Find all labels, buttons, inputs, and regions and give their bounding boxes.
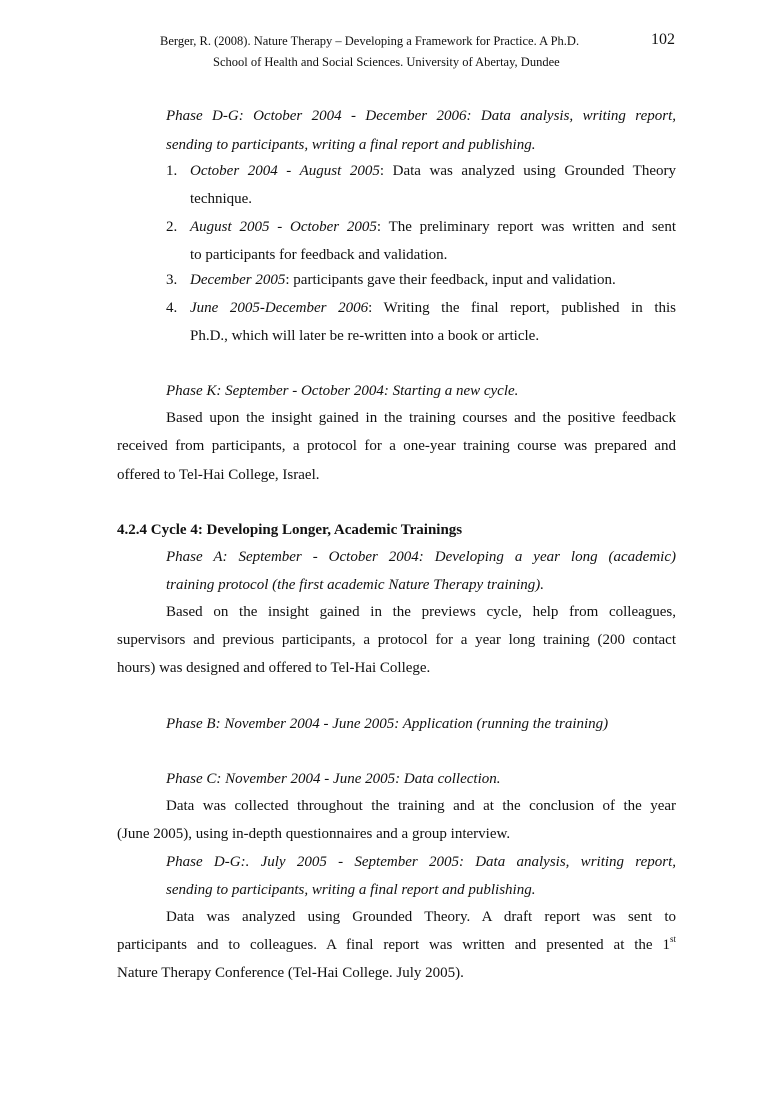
paragraph-line: Based upon the insight gained in the training courses and the positive feedback <box>166 410 676 426</box>
phase-heading: Phase K: September - October 2004: Starting a new cycle. <box>166 383 519 399</box>
list-item: December 2005: participants gave their feedback, input and validation. <box>190 272 616 288</box>
paragraph-line: Data was analyzed using Grounded Theory. A draft report was sent to <box>166 909 676 925</box>
phase-heading-cont: sending to participants, writing a final report and publishing. <box>166 882 536 898</box>
list-item: June 2005-December 2006: Writing the final report, published in this <box>190 300 677 316</box>
paragraph-line: (June 2005), using in-depth questionnaires and a group interview. <box>117 826 511 842</box>
section-heading: 4.2.4 Cycle 4: Developing Longer, Academic Trainings <box>117 522 463 538</box>
page-number: 102 <box>651 31 675 48</box>
paragraph-line: Data was collected throughout the training and at the conclusion of the year <box>166 798 676 814</box>
phase-heading-cont: training protocol (the first academic Nature Therapy training). <box>166 577 545 593</box>
header-institution: School of Health and Social Sciences. University of Abertay, Dundee <box>213 55 560 69</box>
paragraph-line: supervisors and previous participants, a protocol for a year long training (200 contact <box>117 632 676 648</box>
phase-heading: Phase D-G: October 2004 - December 2006: Data analysis, writing report, <box>166 108 676 124</box>
list-item-cont: technique. <box>190 191 253 207</box>
paragraph-line: hours) was designed and offered to Tel-Hai College. <box>117 660 431 676</box>
phase-heading-cont: sending to participants, writing a final report and publishing. <box>166 137 536 153</box>
paragraph-line: Nature Therapy Conference (Tel-Hai College. July 2005). <box>117 965 464 981</box>
list-item: October 2004 - August 2005: Data was analyzed using Grounded Theory <box>190 163 676 179</box>
phase-heading: Phase A: September - October 2004: Developing a year long (academic) <box>166 549 676 565</box>
paragraph-line: received from participants, a protocol for a one-year training course was prepared and <box>117 438 676 454</box>
list-item: August 2005 - October 2005: The preliminary report was written and sent <box>190 219 676 235</box>
list-item-cont: to participants for feedback and validation. <box>190 247 448 263</box>
phase-heading: Phase D-G:. July 2005 - September 2005: Data analysis, writing report, <box>166 854 676 870</box>
paragraph-line: participants and to colleagues. A final report was written and presented at the 1st <box>117 934 676 953</box>
paragraph-line: offered to Tel-Hai College, Israel. <box>117 467 320 483</box>
list-item-number: 4. <box>166 300 178 316</box>
phase-heading: Phase C: November 2004 - June 2005: Data collection. <box>166 771 501 787</box>
phase-heading: Phase B: November 2004 - June 2005: Application (running the training) <box>166 716 609 732</box>
paragraph-line: Based on the insight gained in the previews cycle, help from colleagues, <box>166 604 676 620</box>
header-citation: Berger, R. (2008). Nature Therapy – Developing a Framework for Practice. A Ph.D. <box>160 34 580 48</box>
list-item-cont: Ph.D., which will later be re-written into a book or article. <box>190 328 540 344</box>
list-item-number: 3. <box>166 272 178 288</box>
list-item-number: 1. <box>166 163 178 179</box>
list-item-number: 2. <box>166 219 178 235</box>
